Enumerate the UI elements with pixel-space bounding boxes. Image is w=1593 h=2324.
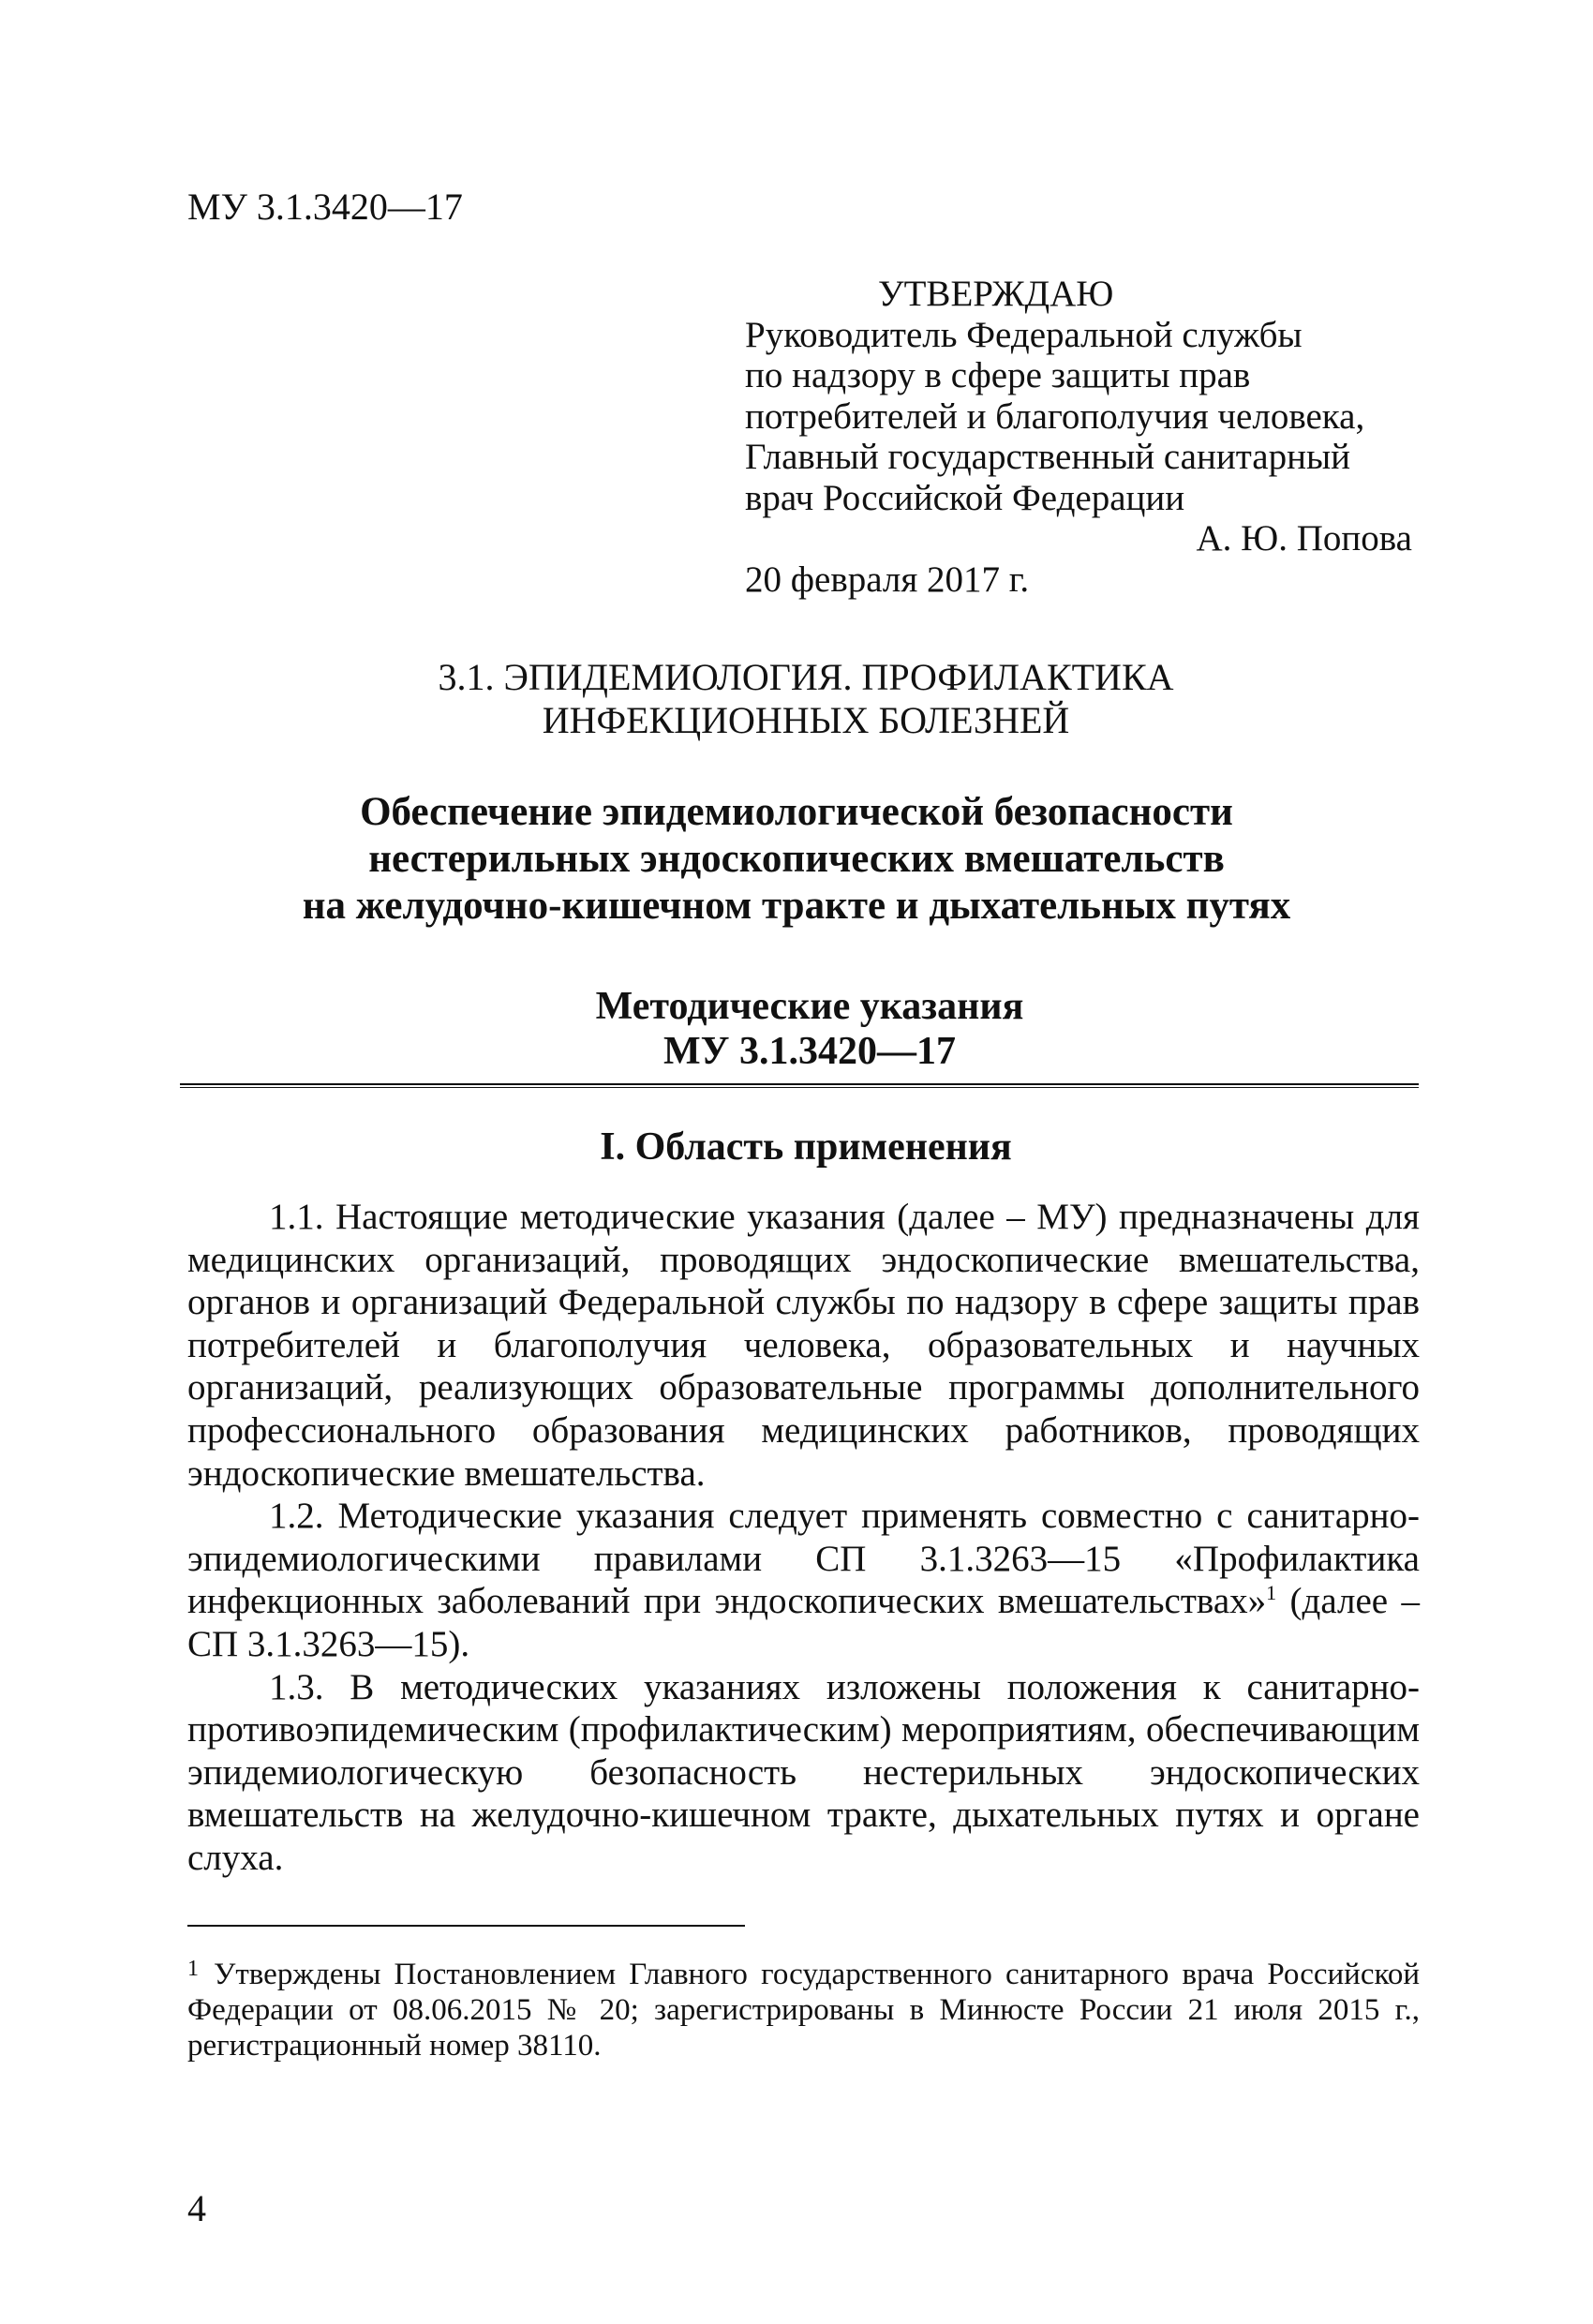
- footnote-separator: [187, 1925, 745, 1927]
- section-heading-line: 3.1. ЭПИДЕМИОЛОГИЯ. ПРОФИЛАКТИКА: [438, 656, 1174, 698]
- document-title-line: Обеспечение эпидемиологической безопасности: [360, 790, 1233, 834]
- approval-signer: А. Ю. Попова: [1196, 518, 1412, 559]
- approval-position-line: Главный государственный санитарный: [745, 437, 1351, 477]
- approval-position-line: врач Российской Федерации: [745, 477, 1185, 518]
- chapter-body: [187, 1196, 1420, 1880]
- approval-position-line: потребителей и благополучия человека,: [745, 395, 1365, 437]
- document-title-line: нестерильных эндоскопических вмешательств: [368, 837, 1225, 881]
- approval-title: УТВЕРЖДАЮ: [878, 274, 1114, 314]
- chapter-title: I. Область применения: [600, 1125, 1012, 1169]
- section-heading-line: ИНФЕКЦИОННЫХ БОЛЕЗНЕЙ: [542, 699, 1070, 741]
- page-number: 4: [187, 2187, 206, 2229]
- footnote-reference: 1: [1266, 1581, 1277, 1605]
- paragraph-1-2-text: 1.2. Методические указания следует применять совместно с санитарно-эпидемиологическими правилами СП 3.1.3263—15 «Профилактика инфекционных заболеваний при эндоскопических вмешательствах»: [187, 1496, 1420, 1622]
- document-type: Методические указания: [595, 985, 1024, 1028]
- document-number: МУ 3.1.3420—17: [663, 1030, 956, 1073]
- document-title: [0, 789, 1593, 930]
- footnote-mark: 1: [187, 1957, 199, 1981]
- chapter-heading: [0, 1125, 1593, 1169]
- section-heading: [0, 656, 1593, 742]
- footnote: [187, 1957, 1420, 2063]
- approval-date: 20 февраля 2017 г.: [745, 559, 1030, 600]
- title-divider: [180, 1083, 1419, 1088]
- document-subtitle: [0, 984, 1593, 1074]
- approval-position-line: Руководитель Федеральной службы: [745, 314, 1303, 355]
- header-document-code: МУ 3.1.3420—17: [187, 186, 463, 228]
- footnote-text: Утверждены Постановлением Главного государственного санитарного врача Российской Федерации от 08.06.2015 № 20; зарегистрированы в Минюсте России 21 июля 2015 г., регистрационный номер 38110.: [187, 1958, 1420, 2063]
- document-title-line: на желудочно-кишечном тракте и дыхательных путях: [302, 884, 1291, 928]
- approval-block: [745, 274, 1420, 600]
- paragraph-1-1: 1.1. Настоящие методические указания (далее – МУ) предназначены для медицинских организаций, проводящих эндоскопические вмешательства, органов и организаций Федеральной службы по надзору в сфере защиты прав потребителей и благополучия человека, образовательных и научных организаций, реализующих образовательные программы дополнительного профессионального образования медицинских работников, проводящих эндоскопические вмешательства.: [187, 1197, 1420, 1494]
- approval-position-line: по надзору в сфере защиты прав: [745, 355, 1251, 395]
- paragraph-1-2-tail: (далее – СП 3.1.3263—15).: [187, 1581, 1420, 1664]
- paragraph-1-3: 1.3. В методических указаниях изложены положения к санитарно-противоэпидемическим (профилактическим) мероприятиям, обеспечивающим эпидемиологическую безопасность нестерильных эндоскопических вмешательств на желудочно-кишечном тракте, дыхательных путях и органе слуха.: [187, 1666, 1420, 1878]
- paragraph-1-2: [187, 1495, 1420, 1665]
